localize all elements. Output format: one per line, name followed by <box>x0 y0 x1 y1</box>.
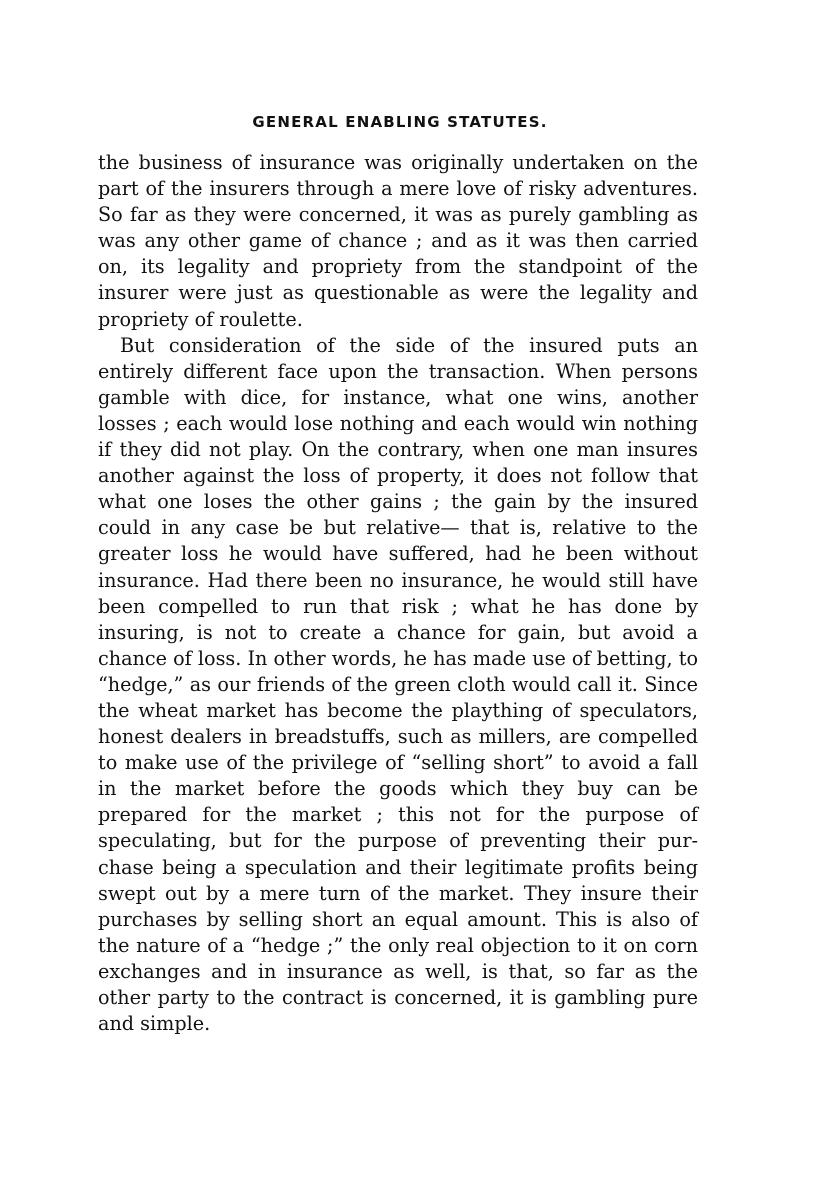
body-text <box>98 150 698 1037</box>
running-head-title: GENERAL ENABLING STATUTES. <box>252 113 548 131</box>
paragraph-insured-side: But consideration of the side of the insured puts an entirely different face upon the transaction. When persons gamble with dice, for instance, what one wins, another losses ; each would lose nothing and each would win nothing if they did not play. On the contrary, when one man insures another against the loss of property, it does not follow that what one loses the other gains ; the gain by the insured could in any case be but relative— that is, relative to the greater loss he would have suffered, had he been without insurance. Had there been no insurance, he would still have been compelled to run that risk ; what he has done by insuring, is not to create a chance for gain, but avoid a chance of loss. In other words, he has made use of betting, to “hedge,” as our friends of the green cloth would call it. Since the wheat market has become the plaything of speculators, honest dealers in breadstuffs, such as millers, are compelled to make use of the privilege of “selling short” to avoid a fall in the market before the goods which they buy can be prepared for the market ; this not for the purpose of speculating, but for the purpose of preventing their pur- chase being a speculation and their legitimate profits being swept out by a mere turn of the market. They insure their purchases by selling short an equal amount. This is also of the nature of a “hedge ;” the only real objection to it on corn exchanges and in insurance as well, is that, so far as the other party to the contract is concerned, it is gambling pure and simple. <box>98 333 698 1036</box>
paragraph-continued: the business of insurance was originally undertaken on the part of the insurers through a mere love of risky adventures. So far as they were concerned, it was as purely gambling as was any other game of chance ; and as it was then carried on, its legality and propriety from the standpoint of the insurer were just as questionable as were the legality and propriety of roulette. <box>98 151 698 331</box>
